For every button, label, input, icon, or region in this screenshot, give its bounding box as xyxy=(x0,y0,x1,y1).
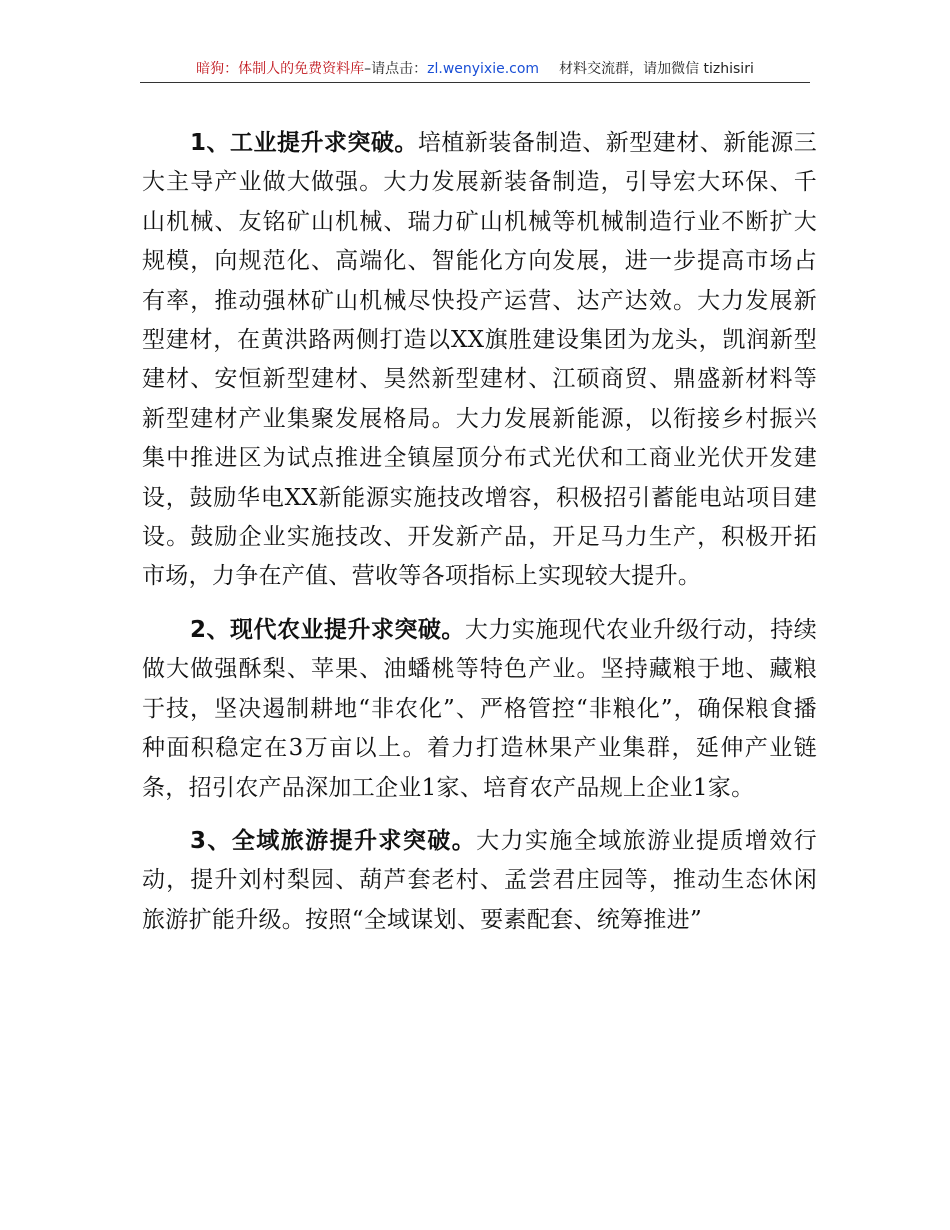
section-tourism-heading: 3、全域旅游提升求突破。 xyxy=(190,827,477,854)
page-header xyxy=(140,56,810,83)
section-industry-heading: 1、工业提升求突破。 xyxy=(190,130,418,156)
header-url-link[interactable]: zl.wenyixie.com xyxy=(427,61,540,77)
section-tourism xyxy=(142,822,817,940)
section-agriculture-body: 大力实施现代农业升级行动，持续做大做强酥梨、苹果、油蟠桃等特色产业。坚持藏粮于地、藏粮于技，坚决遏制耕地“非农化”、严格管控“非粮化”，确保粮食播种面积稳定在3万亩以上。着力打造林果产业集群，延伸产业链条，招引农产品深加工企业1家、培育农产品规上企业1家。 xyxy=(142,616,818,801)
section-industry xyxy=(142,124,817,597)
section-agriculture xyxy=(142,611,817,808)
section-tourism-body: 大力实施全域旅游业提质增效行动，提升刘村梨园、葫芦套老村、孟尝君庄园等，推动生态休闲旅游扩能升级。按照“全域谋划、要素配套、统筹推进” xyxy=(142,827,817,933)
header-group-note: 材料交流群，请加微信 tizhisiri xyxy=(559,61,754,77)
header-site-name: 暗狗：体制人的免费资料库 xyxy=(196,61,365,77)
section-industry-body: 培植新装备制造、新型建材、新能源三大主导产业做大做强。大力发展新装备制造，引导宏大环保、千山机械、友铭矿山机械、瑞力矿山机械等机械制造行业不断扩大规模，向规范化、高端化、智能化方向发展，进一步提高市场占有率，推动强林矿山机械尽快投产运营、达产达效。大力发展新型建材，在黄洪路两侧打造以XX旗胜建设集团为龙头，凯润新型建材、安恒新型建材、昊然新型建材、江硕商贸、鼎盛新材料等新型建材产业集聚发展格局。大力发展新能源，以衔接乡村振兴集中推进区为试点推进全镇屋顶分布式光伏和工商业光伏开发建设，鼓励华电XX新能源实施技改增容，积极招引蓄能电站项目建设。鼓励企业实施技改、开发新产品，开足马力生产，积极开拓市场，力争在产值、营收等各项指标上实现较大提升。 xyxy=(142,130,817,590)
header-click-prompt: –请点击： xyxy=(364,61,428,77)
section-agriculture-heading: 2、现代农业提升求突破。 xyxy=(190,616,465,643)
document-body xyxy=(142,124,817,954)
